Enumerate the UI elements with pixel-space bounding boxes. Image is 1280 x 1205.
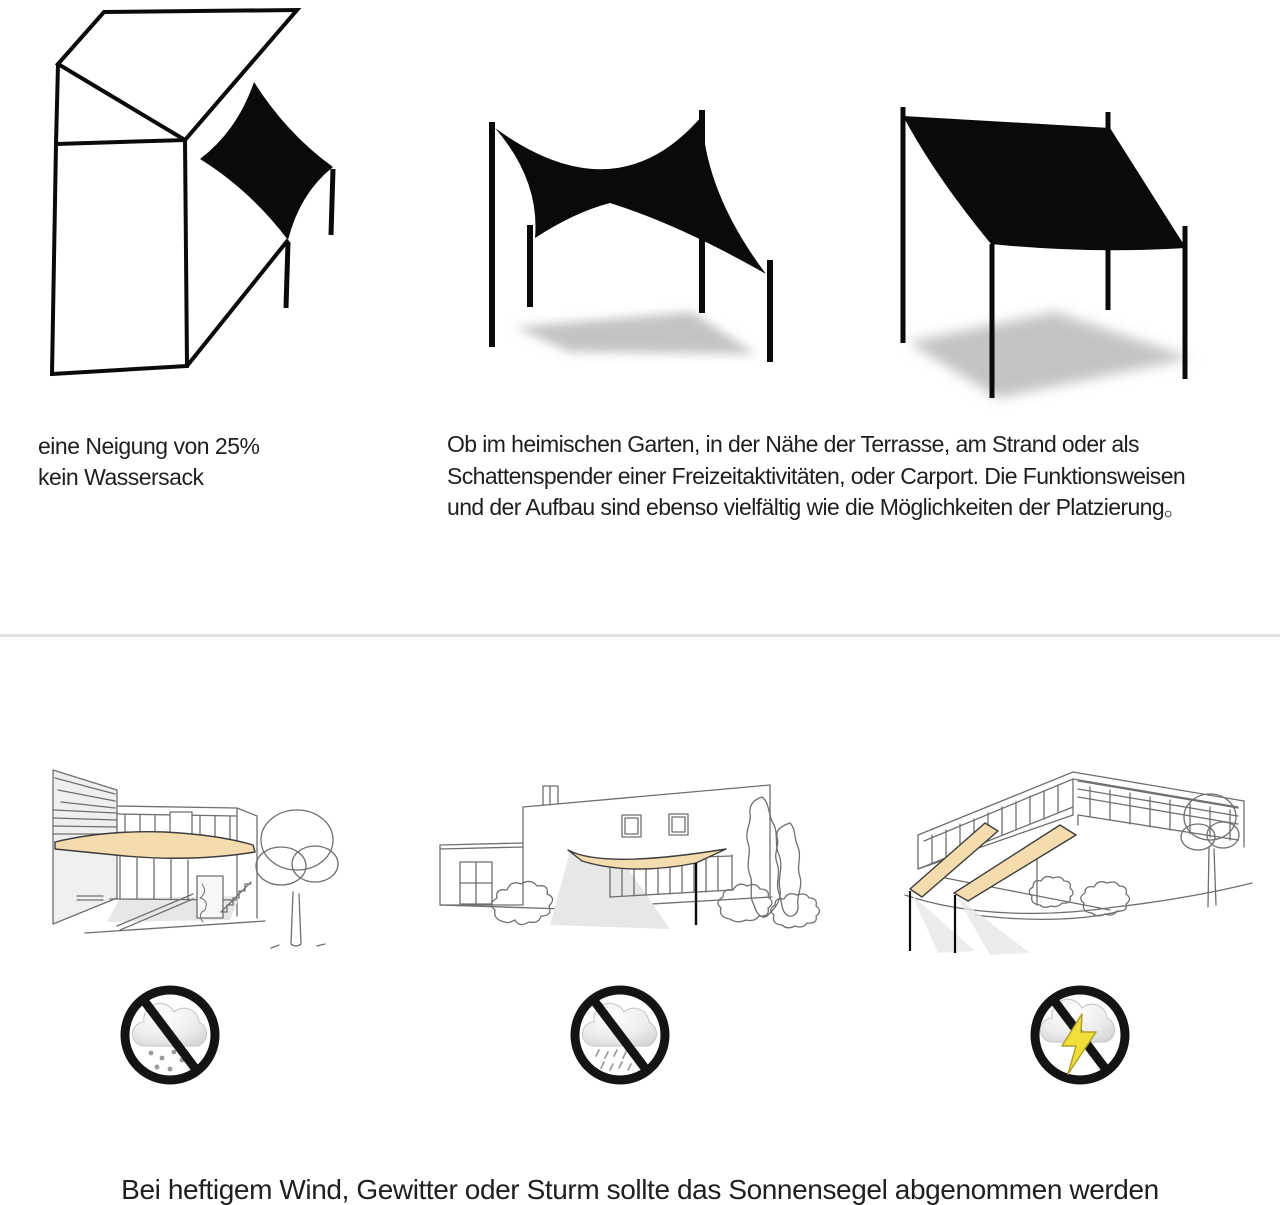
slope-caption: [38, 431, 259, 493]
caption-line: kein Wassersack: [38, 464, 204, 490]
wall-mounted-sail-illustration: [30, 2, 380, 402]
usage-paragraph: [447, 429, 1186, 524]
hillside-house-illustration: [880, 755, 1260, 970]
four-point-sail-illustration: [440, 60, 820, 400]
ground-shadow: [908, 312, 1192, 398]
slanted-sail-illustration: [880, 80, 1260, 410]
paragraph-line: Schattenspender einer Freizeitaktivitäten, oder Carport. Die Funktionsweisen: [447, 462, 1186, 489]
storm-warning-caption: Bei heftigem Wind, Gewitter oder Sturm sollte das Sonnensegel abgenommen werden: [121, 1174, 1159, 1205]
ground-shadow: [515, 312, 756, 354]
caption-line: eine Neigung von 25%: [38, 433, 260, 459]
black-sail-shape: [200, 82, 333, 240]
black-sail-shape: [495, 116, 766, 274]
no-hail-icon: [115, 980, 225, 1090]
black-sail-shape: [903, 116, 1186, 250]
tree-icon: [256, 810, 338, 948]
no-thunderstorm-icon: [1025, 980, 1135, 1090]
no-rain-icon: [565, 980, 675, 1090]
modern-house-illustration: [430, 757, 830, 967]
paragraph-line: Ob im heimischen Garten, in der Nähe der Terrasse, am Strand oder als: [447, 431, 1139, 457]
courtyard-house-illustration: [25, 748, 345, 976]
section-divider: [0, 634, 1280, 637]
paragraph-line: und der Aufbau sind ebenso vielfältig wie die Möglichkeiten der Platzierung。: [447, 494, 1187, 520]
